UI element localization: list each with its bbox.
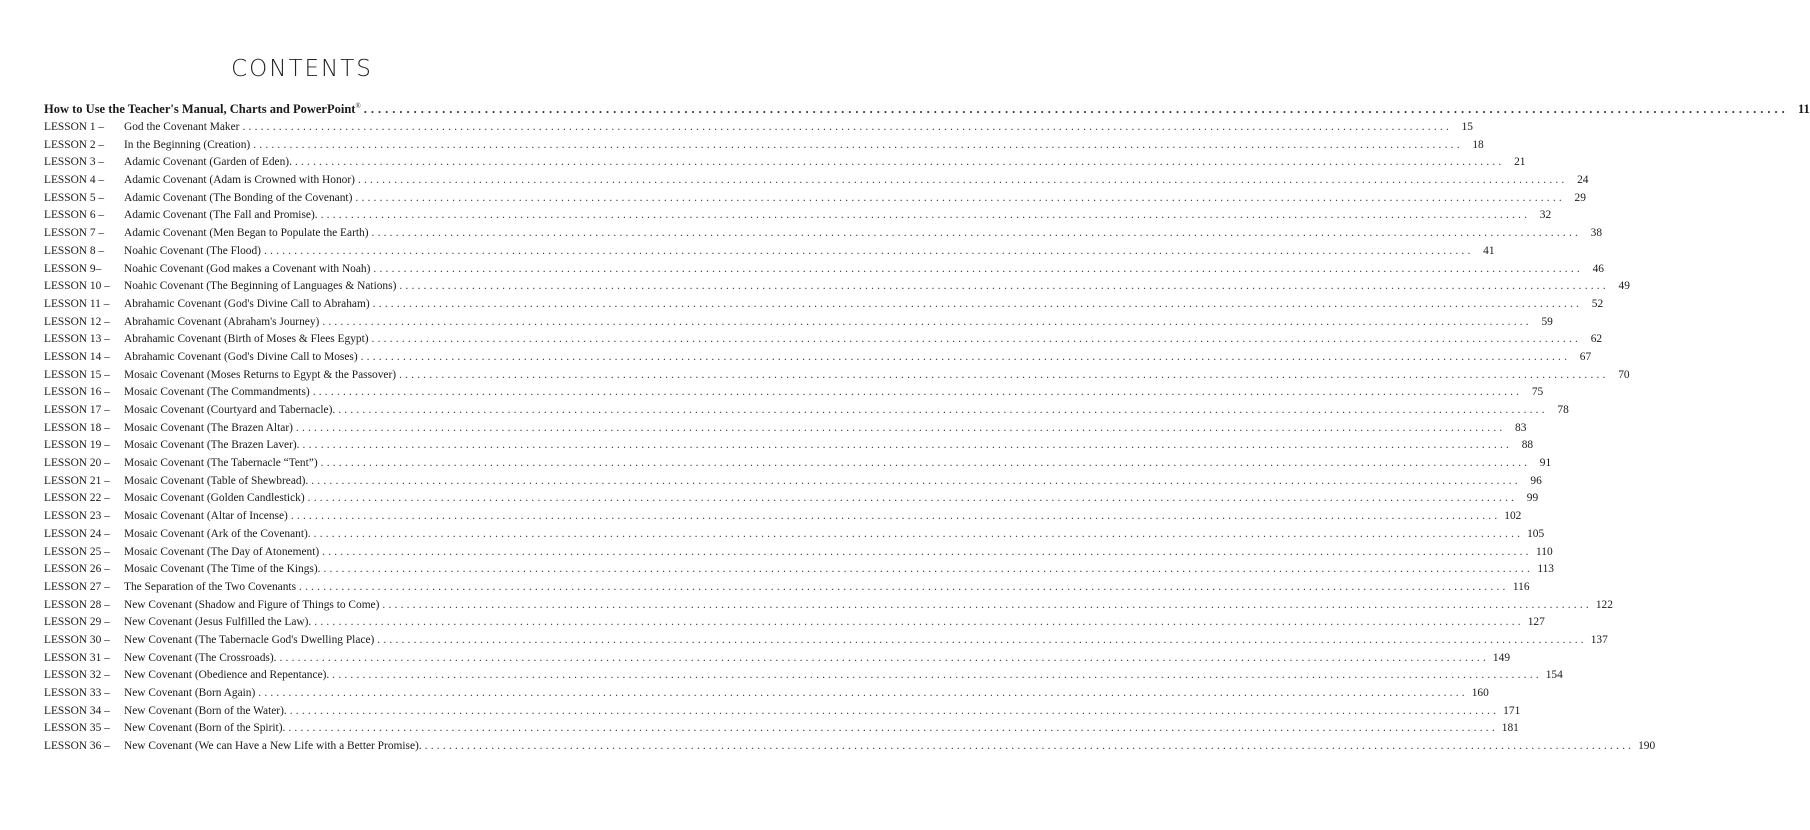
lesson-entry (44, 191, 1586, 210)
lesson-number: LESSON 2 – (44, 138, 105, 151)
dot-leader: ........................................................................................................................................................................................................ (313, 527, 1524, 540)
lesson-title: Mosaic Covenant (The Brazen Altar) (124, 421, 293, 434)
dot-leader: ........................................................................................................................................................................................................ (320, 209, 1531, 222)
lesson-title: Abrahamic Covenant (God's Divine Call to Abraham) (124, 297, 370, 310)
lesson-number: LESSON 15 – (44, 368, 110, 381)
lesson-page-number: 190 (1638, 740, 1656, 753)
dot-leader: ........................................................................................................................................................................................................ (382, 598, 1592, 611)
lesson-entry (44, 121, 1473, 139)
lesson-title: Noahic Covenant (The Beginning of Languages & Nations) (124, 280, 397, 293)
lesson-list (44, 121, 1656, 758)
lesson-page-number: 137 (1590, 633, 1608, 646)
lesson-page-number: 41 (1483, 244, 1495, 257)
lesson-page-number: 78 (1557, 404, 1569, 416)
dot-leader: ........................................................................................................................................................................................................ (399, 280, 1609, 293)
lesson-entry (44, 404, 1569, 422)
lesson-number: LESSON 31 – (44, 651, 110, 664)
lesson-title: Mosaic Covenant (Moses Returns to Egypt & the Passover) (124, 368, 397, 381)
lesson-title: New Covenant (Born Again) (124, 687, 256, 699)
lesson-page-number: 67 (1579, 350, 1592, 363)
dot-leader: ........................................................................................................................................................................................................ (295, 421, 1506, 434)
lesson-page-number: 96 (1530, 474, 1542, 487)
registered-mark: ® (355, 102, 361, 110)
lesson-title: Mosaic Covenant (Altar of Incense) (124, 510, 288, 523)
lesson-page-number: 52 (1591, 297, 1604, 310)
lesson-number: LESSON 29 – (44, 616, 110, 629)
dot-leader: ........................................................................................................................................................................................................ (371, 333, 1582, 346)
lesson-title: New Covenant (Shadow and Figure of Things to Come) (124, 598, 380, 611)
lesson-title: Adamic Covenant (Garden of Eden). (124, 156, 292, 169)
lesson-page-number: 127 (1527, 616, 1545, 629)
lesson-entry (44, 598, 1613, 617)
intro-entry (44, 102, 1810, 120)
lesson-title: New Covenant (The Crossroads). (124, 651, 277, 664)
lesson-title: Adamic Covenant (Adam is Crowned with Honor) (124, 174, 355, 187)
lesson-entry (44, 545, 1553, 564)
lesson-page-number: 160 (1471, 687, 1489, 699)
lesson-entry (44, 474, 1542, 493)
dot-leader: ........................................................................................................................................................................................................ (302, 439, 1513, 452)
lesson-number: LESSON 10 – (44, 280, 110, 293)
lesson-number: LESSON 7 – (44, 227, 105, 240)
lesson-title: New Covenant (We can Have a New Life with a Better Promise). (124, 740, 422, 753)
lesson-number: LESSON 3 – (44, 156, 105, 169)
lesson-number: LESSON 20 – (44, 457, 110, 470)
lesson-page-number: 18 (1472, 138, 1484, 151)
dot-leader: ........................................................................................................................................................................................................ (299, 580, 1509, 593)
lesson-page-number: 91 (1539, 457, 1552, 470)
lesson-page-number: 21 (1514, 156, 1526, 169)
dot-leader: ........................................................................................................................................................................................................ (357, 174, 1568, 187)
lesson-number: LESSON 22 – (44, 492, 110, 505)
lesson-title: Mosaic Covenant (Table of Shewbread). (124, 474, 309, 487)
lesson-title: New Covenant (Jesus Fulfilled the Law). (124, 616, 312, 629)
intro-entry-text: How to Use the Teacher's Manual, Charts and PowerPoint (44, 102, 356, 117)
lesson-entry (44, 563, 1554, 581)
dot-leader: ........................................................................................................................................................................................................ (373, 262, 1583, 275)
lesson-title: Adamic Covenant (The Bonding of the Covenant) (124, 191, 353, 204)
lesson-number: LESSON 18 – (44, 421, 110, 434)
lesson-number: LESSON 6 – (44, 209, 105, 222)
lesson-title: Adamic Covenant (The Fall and Promise). (124, 209, 318, 222)
lesson-number: LESSON 8 – (44, 244, 105, 257)
lesson-number: LESSON 21 – (44, 474, 110, 487)
lesson-number: LESSON 26 – (44, 563, 110, 576)
lesson-page-number: 110 (1536, 545, 1553, 558)
lesson-page-number: 113 (1537, 563, 1554, 576)
lesson-page-number: 24 (1577, 174, 1589, 187)
lesson-title: Mosaic Covenant (The Brazen Laver). (124, 439, 300, 452)
dot-leader: ........................................................................................................................................................................................................ (312, 386, 1523, 399)
lesson-entry (44, 580, 1530, 599)
lesson-entry (44, 386, 1544, 404)
lesson-number: LESSON 5 – (44, 191, 105, 204)
dot-leader: ........................................................................................................................................................................................................ (377, 633, 1587, 646)
lesson-title: Mosaic Covenant (The Day of Atonement) (124, 545, 320, 558)
lesson-entry (44, 740, 1656, 758)
lesson-title: The Separation of the Two Covenants (124, 580, 297, 593)
dot-leader: ........................................................................................................................................................................................................ (290, 510, 1501, 523)
dot-leader: ........................................................................................................................................................................................................ (371, 227, 1582, 240)
lesson-number: LESSON 32 – (44, 669, 110, 682)
lesson-title: Mosaic Covenant (Courtyard and Tabernacle). (124, 404, 336, 416)
lesson-title: Mosaic Covenant (The Commandments) (124, 386, 310, 399)
lesson-entry (44, 209, 1552, 227)
lesson-title: Abrahamic Covenant (Birth of Moses & Flees Egypt) (124, 333, 369, 346)
lesson-number: LESSON 9– (44, 262, 102, 275)
lesson-page-number: 149 (1492, 651, 1511, 664)
dot-leader: ........................................................................................................................................................................................................ (322, 315, 1532, 328)
lesson-number: LESSON 17 – (44, 404, 110, 416)
lesson-number: LESSON 23 – (44, 510, 110, 523)
lesson-title: Adamic Covenant (Men Began to Populate the Earth) (124, 227, 369, 240)
lesson-entry (44, 262, 1604, 281)
lesson-page-number: 171 (1503, 704, 1521, 717)
lesson-title: Mosaic Covenant (Golden Candlestick) (124, 492, 305, 505)
dot-leader: ........................................................................................................................................................................................................ (263, 244, 1474, 257)
dot-leader: ........................................................................................................................................................................................................ (323, 563, 1533, 576)
dot-leader: ........................................................................................................................................................................................................ (332, 669, 1542, 682)
lesson-title: New Covenant (Obedience and Repentance). (124, 669, 330, 682)
lesson-number: LESSON 12 – (44, 315, 110, 328)
lesson-page-number: 38 (1590, 227, 1603, 240)
lesson-entry (44, 527, 1545, 546)
intro-entry-label (44, 102, 361, 117)
lesson-page-number: 83 (1515, 421, 1527, 434)
lesson-number: LESSON 36 – (44, 740, 110, 753)
lesson-entry (44, 244, 1495, 263)
lesson-number: LESSON 25 – (44, 545, 110, 558)
lesson-number: LESSON 33 – (44, 687, 110, 699)
lesson-title: New Covenant (The Tabernacle God's Dwelling Place) (124, 633, 375, 646)
lesson-number: LESSON 34 – (44, 704, 110, 717)
lesson-entry (44, 669, 1563, 687)
lesson-entry (44, 297, 1604, 316)
dot-leader: ........................................................................................................................................................................................................ (399, 368, 1609, 381)
dot-leader: ........................................................................................................................................................................................................ (311, 474, 1521, 487)
dot-leader: ........................................................................................................................................................................................................ (355, 191, 1565, 204)
lesson-title: Mosaic Covenant (Ark of the Covenant). (124, 527, 311, 540)
lesson-entry (44, 333, 1603, 351)
dot-leader: ........................................................................................................................................................................................................ (258, 687, 1468, 699)
lesson-title: Abrahamic Covenant (God's Divine Call to Moses) (124, 350, 358, 363)
lesson-entry (44, 704, 1521, 723)
lesson-number: LESSON 11 – (44, 297, 110, 310)
dot-leader: ........................................................................................................................................................................................................ (360, 350, 1571, 363)
lesson-entry (44, 350, 1592, 369)
dot-leader: ........................................................................................................................................................................................................ (363, 102, 1789, 117)
dot-leader: ........................................................................................................................................................................................................ (320, 457, 1531, 470)
dot-leader: ........................................................................................................................................................................................................ (253, 138, 1463, 151)
lesson-entry (44, 156, 1526, 174)
lesson-entry (44, 510, 1522, 528)
dot-leader: ........................................................................................................................................................................................................ (307, 492, 1518, 505)
lesson-page-number: 105 (1527, 527, 1545, 540)
lesson-page-number: 88 (1521, 439, 1534, 452)
lesson-page-number: 102 (1504, 510, 1522, 523)
lesson-number: LESSON 27 – (44, 580, 110, 593)
lesson-title: New Covenant (Born of the Spirit). (124, 722, 286, 735)
lesson-page-number: 122 (1595, 598, 1613, 611)
lesson-page-number: 49 (1618, 280, 1630, 293)
lesson-entry (44, 421, 1527, 440)
lesson-entry (44, 457, 1552, 475)
dot-leader: ........................................................................................................................................................................................................ (289, 704, 1500, 717)
lesson-title: Noahic Covenant (God makes a Covenant with Noah) (124, 262, 371, 275)
lesson-title: Mosaic Covenant (The Time of the Kings). (124, 563, 321, 576)
dot-leader: ........................................................................................................................................................................................................ (338, 404, 1548, 416)
lesson-title: In the Beginning (Creation) (124, 138, 251, 151)
lesson-entry (44, 651, 1511, 670)
lesson-entry (44, 174, 1589, 192)
lesson-page-number: 29 (1574, 191, 1586, 204)
lesson-page-number: 59 (1541, 315, 1553, 328)
lesson-title: Noahic Covenant (The Flood) (124, 244, 261, 257)
lesson-page-number: 116 (1512, 580, 1530, 593)
lesson-entry (44, 368, 1630, 387)
intro-entry-page: 11 (1797, 102, 1810, 117)
lesson-title: God the Covenant Maker (124, 121, 240, 133)
lesson-page-number: 15 (1461, 121, 1473, 133)
lesson-entry (44, 315, 1553, 334)
lesson-entry (44, 633, 1608, 652)
lesson-number: LESSON 14 – (44, 350, 110, 363)
dot-leader: ........................................................................................................................................................................................................ (288, 722, 1498, 735)
lesson-number: LESSON 28 – (44, 598, 110, 611)
lesson-entry (44, 227, 1603, 245)
lesson-number: LESSON 24 – (44, 527, 110, 540)
lesson-page-number: 181 (1501, 722, 1519, 735)
lesson-entry (44, 616, 1545, 634)
lesson-page-number: 32 (1539, 209, 1552, 222)
lesson-number: LESSON 30 – (44, 633, 110, 646)
lesson-entry (44, 492, 1539, 510)
lesson-page-number: 62 (1590, 333, 1603, 346)
lesson-entry (44, 722, 1519, 740)
dot-leader: ........................................................................................................................................................................................................ (294, 156, 1505, 169)
lesson-entry (44, 687, 1489, 705)
lesson-title: New Covenant (Born of the Water). (124, 704, 287, 717)
dot-leader: ........................................................................................................................................................................................................ (314, 616, 1524, 629)
lesson-page-number: 46 (1592, 262, 1604, 275)
lesson-number: LESSON 19 – (44, 439, 110, 452)
lesson-number: LESSON 13 – (44, 333, 110, 346)
lesson-entry (44, 138, 1484, 157)
lesson-page-number: 70 (1618, 368, 1630, 381)
lesson-number: LESSON 35 – (44, 722, 110, 735)
dot-leader: ........................................................................................................................................................................................................ (372, 297, 1583, 310)
lesson-entry (44, 280, 1630, 298)
dot-leader: ........................................................................................................................................................................................................ (279, 651, 1490, 664)
lesson-page-number: 154 (1545, 669, 1563, 682)
page-title: CONTENTS (231, 56, 373, 82)
dot-leader: ........................................................................................................................................................................................................ (242, 121, 1452, 133)
lesson-title: Abrahamic Covenant (Abraham's Journey) (124, 315, 320, 328)
dot-leader: ........................................................................................................................................................................................................ (322, 545, 1532, 558)
lesson-title: Mosaic Covenant (The Tabernacle “Tent”) (124, 457, 318, 470)
dot-leader: ........................................................................................................................................................................................................ (424, 740, 1635, 753)
lesson-number: LESSON 4 – (44, 174, 105, 187)
lesson-entry (44, 439, 1534, 457)
lesson-page-number: 75 (1531, 386, 1544, 399)
lesson-number: LESSON 1 – (44, 121, 105, 133)
lesson-number: LESSON 16 – (44, 386, 110, 399)
lesson-page-number: 99 (1526, 492, 1539, 505)
